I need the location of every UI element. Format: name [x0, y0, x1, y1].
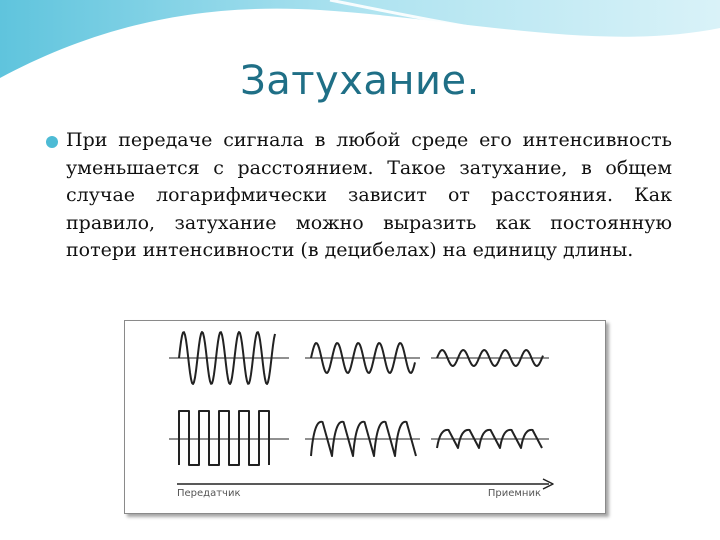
square-wave-transmitted [179, 411, 269, 465]
bullet-paragraph [46, 127, 672, 265]
bullet-icon [46, 136, 58, 148]
receiver-label: Приемник [487, 488, 541, 499]
transmitter-label: Передатчик [177, 488, 241, 499]
slide-title: Затухание. [240, 58, 480, 104]
attenuation-figure [124, 320, 606, 514]
bullet-text: При передаче сигнала в любой среде его интенсивность уменьшается с расстоянием. Такое затухание, в общем случае логарифмически зависит от расстояния. Как правило, затухание можно выразить как постоянную потери интенсивности (в децибелах) на единицу длины. [66, 129, 672, 261]
signal-waveforms [125, 321, 605, 513]
